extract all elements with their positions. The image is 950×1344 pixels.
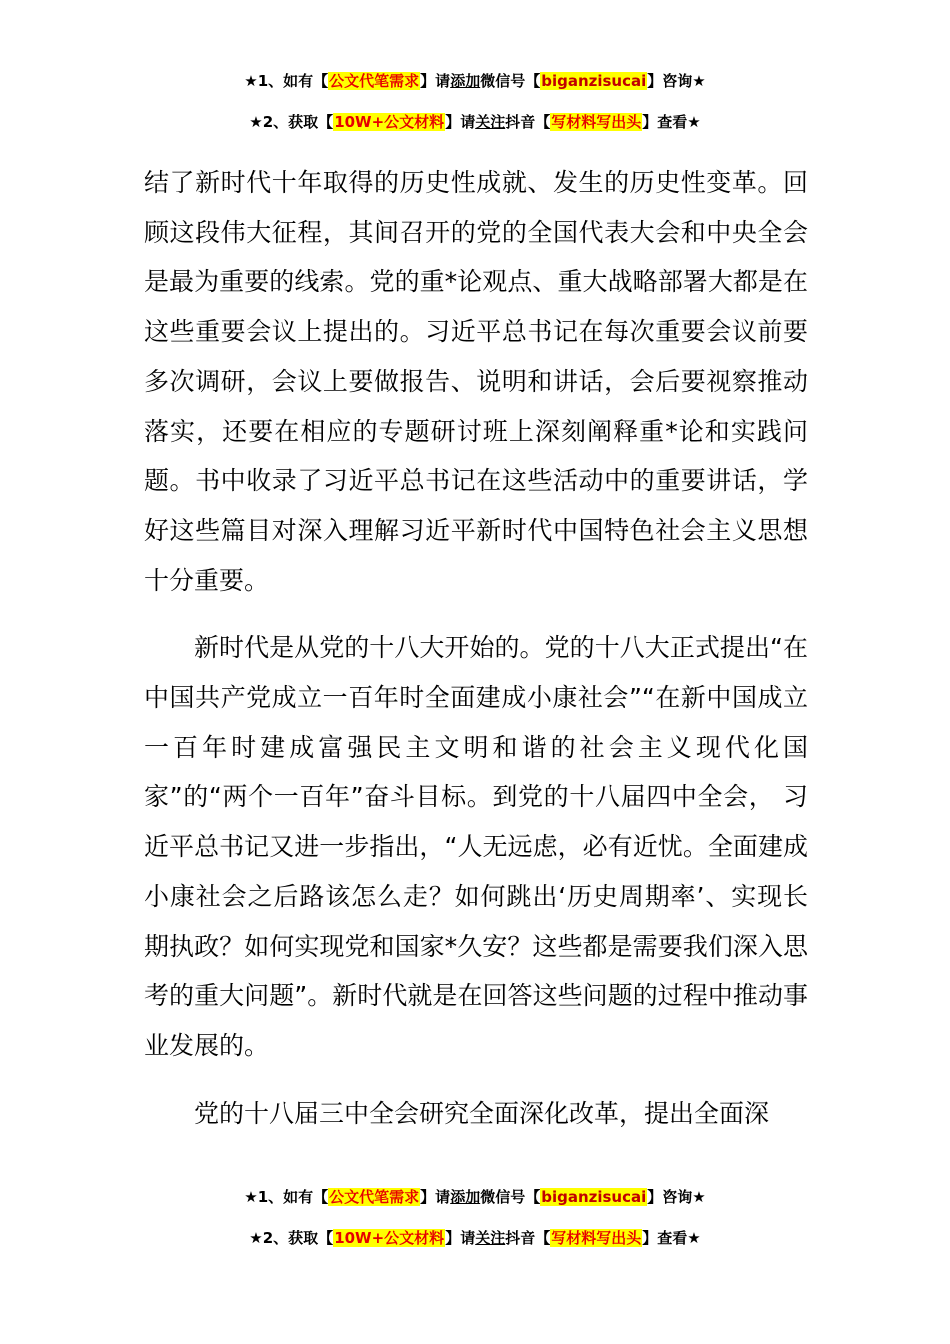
banner-text: 】请 [420, 72, 451, 90]
banner-suffix: 】查看★ [642, 113, 701, 131]
banner-highlight: 10W+公文材料 [334, 1229, 445, 1247]
banner-highlight: 公文代笔需求 [329, 1188, 420, 1206]
banner-suffix: 】查看★ [642, 1229, 701, 1247]
banner-text: 抖音【 [505, 113, 551, 131]
banner-highlight: 10W+公文材料 [334, 113, 445, 131]
paragraph-1: 结了新时代十年取得的历史性成就、发生的历史性变革。回顾这段伟大征程，其间召开的党的全国代表大会和中央全会是最为重要的线索。党的重*论观点、重大战略部署大都是在这些重要会议上提出的。习近平总书记在每次重要会议前要多次调研，会议上要做报告、说明和讲话，会后要视察推动落实，还要在相应的专题研讨班上深刻阐释重*论和实践问题。书中收录了习近平总书记在这些活动中的重要讲话，学好这些篇目对深入理解习近平新时代中国特色社会主义思想十分重要。 [144, 168, 808, 595]
banner-wechat-id: biganzisucai [541, 72, 647, 90]
banner-prefix: ★2、获取【 [249, 113, 334, 131]
top-banner-line-2 [0, 111, 950, 133]
banner-underlined: 关注 [475, 1229, 506, 1247]
banner-underlined: 添加 [450, 72, 481, 90]
banner-suffix: 】咨询★ [647, 1188, 706, 1206]
paragraph-3: 党的十八届三中全会研究全面深化改革，提出全面深 [194, 1098, 770, 1128]
banner-text: 】请 [445, 113, 476, 131]
banner-prefix: ★2、获取【 [249, 1229, 334, 1247]
paragraph-2: 新时代是从党的十八大开始的。党的十八大正式提出“在中国共产党成立一百年时全面建成小康社会”“在新中国成立一百年时建成富强民主文明和谐的社会主义现代化国家”的“两个一百年”奋斗目标。到党的十八届四中全会， 习近平总书记又进一步指出，“人无远虑，必有近忧。全面建成小康社会之后路该怎么走？如何跳出‘历史周期率’、实现长期执政？如何实现党和国家*久安？这些都是需要我们深入思考的重大问题”。新时代就是在回答这些问题的过程中推动事业发展的。 [144, 633, 808, 1060]
banner-text: 抖音【 [505, 1229, 551, 1247]
bottom-banner-line-1 [0, 1186, 950, 1208]
banner-text: 】请 [420, 1188, 451, 1206]
banner-text: 微信号【 [480, 72, 541, 90]
bottom-banner-line-2 [0, 1227, 950, 1249]
banner-prefix: ★1、如有【 [244, 72, 329, 90]
banner-douyin-name: 写材料写出头 [551, 113, 642, 131]
banner-underlined: 添加 [450, 1188, 481, 1206]
banner-underlined: 关注 [475, 113, 506, 131]
banner-suffix: 】咨询★ [647, 72, 706, 90]
banner-highlight: 公文代笔需求 [329, 72, 420, 90]
banner-text: 】请 [445, 1229, 476, 1247]
top-banner-line-1 [0, 70, 950, 92]
banner-douyin-name: 写材料写出头 [551, 1229, 642, 1247]
banner-prefix: ★1、如有【 [244, 1188, 329, 1206]
banner-wechat-id: biganzisucai [541, 1188, 647, 1206]
document-body [144, 158, 808, 1138]
banner-text: 微信号【 [480, 1188, 541, 1206]
